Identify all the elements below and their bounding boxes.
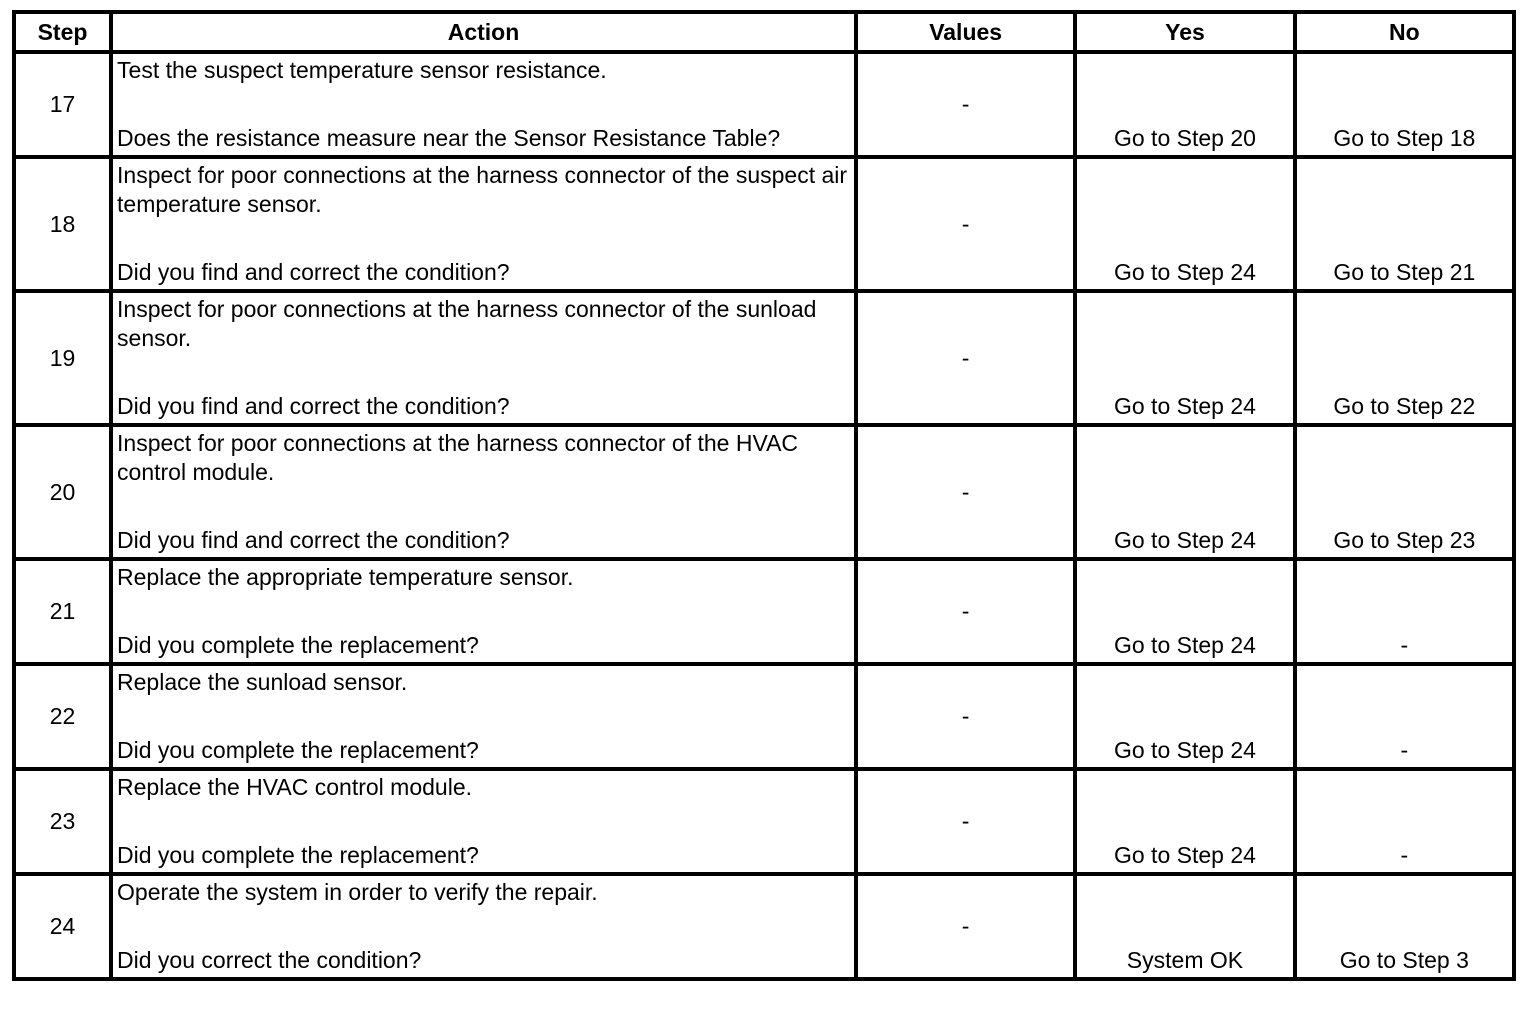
action-cell [111,874,856,979]
values-cell: - [856,52,1075,157]
action-question: Did you correct the condition? [117,947,422,973]
no-cell [1295,874,1514,979]
yes-cell [1075,52,1294,157]
action-cell [111,559,856,664]
no-cell [1295,664,1514,769]
action-cell [111,769,856,874]
yes-result: Go to Step 24 [1113,259,1256,285]
no-result: - [1400,842,1409,868]
action-description: Replace the appropriate temperature sensor. [117,564,574,590]
yes-cell [1075,157,1294,291]
action-cell [111,291,856,425]
values-cell: - [856,157,1075,291]
table-row [14,769,1514,874]
step-number: 17 [14,52,111,157]
step-number: 24 [14,874,111,979]
action-description: Inspect for poor connections at the harness connector of the HVAC control module. [117,430,799,485]
values-cell: - [856,874,1075,979]
values-cell: - [856,664,1075,769]
no-result: Go to Step 21 [1333,259,1476,285]
action-description: Replace the HVAC control module. [117,774,473,800]
header-action: Action [111,12,856,52]
values-cell: - [856,559,1075,664]
table-row [14,425,1514,559]
table-row [14,664,1514,769]
yes-cell [1075,874,1294,979]
no-result: - [1400,737,1409,763]
no-cell [1295,291,1514,425]
table-row [14,52,1514,157]
values-cell: - [856,425,1075,559]
yes-result: Go to Step 24 [1113,842,1256,868]
no-result: Go to Step 22 [1333,393,1476,419]
action-question: Did you complete the replacement? [117,632,479,658]
table-row [14,559,1514,664]
values-cell: - [856,769,1075,874]
yes-cell [1075,664,1294,769]
table-row [14,291,1514,425]
yes-cell [1075,291,1294,425]
step-number: 20 [14,425,111,559]
no-result: Go to Step 23 [1333,527,1476,553]
no-cell [1295,559,1514,664]
step-number: 23 [14,769,111,874]
yes-result: System OK [1126,947,1244,973]
table-header [14,12,1514,52]
yes-result: Go to Step 24 [1113,632,1256,658]
step-number: 22 [14,664,111,769]
step-number: 21 [14,559,111,664]
yes-result: Go to Step 24 [1113,393,1256,419]
yes-cell [1075,769,1294,874]
yes-result: Go to Step 24 [1113,737,1256,763]
yes-cell [1075,425,1294,559]
action-cell [111,157,856,291]
table-body [14,52,1514,979]
diagnostic-table [12,10,1516,981]
action-description: Test the suspect temperature sensor resistance. [117,57,607,83]
no-result: Go to Step 3 [1339,947,1469,973]
table-row [14,874,1514,979]
step-number: 18 [14,157,111,291]
no-cell [1295,157,1514,291]
action-question: Does the resistance measure near the Sensor Resistance Table? [117,125,781,151]
header-no: No [1295,12,1514,52]
header-step: Step [14,12,111,52]
table-row [14,157,1514,291]
yes-result: Go to Step 24 [1113,527,1256,553]
step-number: 19 [14,291,111,425]
action-cell [111,425,856,559]
action-question: Did you complete the replacement? [117,842,479,868]
action-cell [111,52,856,157]
no-result: Go to Step 18 [1333,125,1476,151]
header-yes: Yes [1075,12,1294,52]
no-cell [1295,425,1514,559]
action-description: Replace the sunload sensor. [117,669,408,695]
no-cell [1295,52,1514,157]
no-cell [1295,769,1514,874]
values-cell: - [856,291,1075,425]
header-row [14,12,1514,52]
yes-result: Go to Step 20 [1113,125,1256,151]
yes-cell [1075,559,1294,664]
action-cell [111,664,856,769]
action-description: Inspect for poor connections at the harness connector of the suspect air temperature sensor. [117,162,848,217]
action-question: Did you find and correct the condition? [117,527,510,553]
action-question: Did you find and correct the condition? [117,393,510,419]
action-description: Operate the system in order to verify the repair. [117,879,598,905]
no-result: - [1400,632,1409,658]
action-question: Did you complete the replacement? [117,737,479,763]
action-description: Inspect for poor connections at the harness connector of the sunload sensor. [117,296,817,351]
header-values: Values [856,12,1075,52]
action-question: Did you find and correct the condition? [117,259,510,285]
